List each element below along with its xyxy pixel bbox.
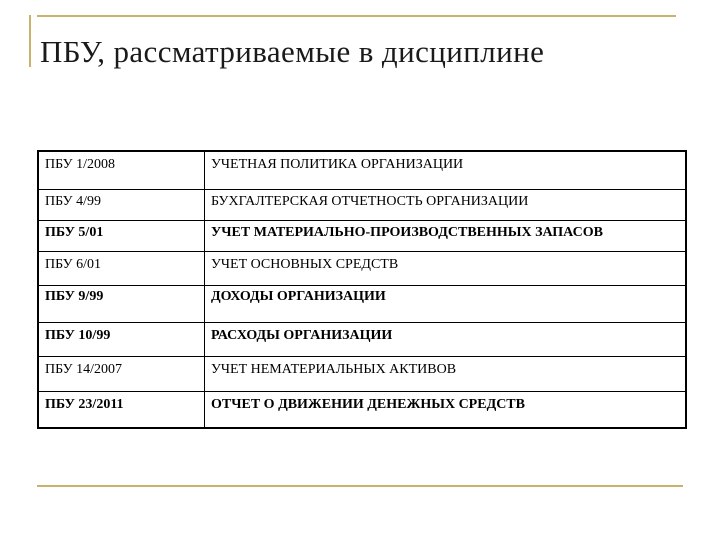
pbu-code: ПБУ 9/99 [38,286,205,323]
table-row [38,190,686,221]
pbu-code: ПБУ 10/99 [38,323,205,357]
pbu-name: УЧЕТ МАТЕРИАЛЬНО-ПРОИЗВОДСТВЕННЫХ ЗАПАСОВ [205,221,687,252]
table-row [38,252,686,286]
pbu-name: БУХГАЛТЕРСКАЯ ОТЧЕТНОСТЬ ОРГАНИЗАЦИИ [205,190,687,221]
pbu-name: УЧЕТНАЯ ПОЛИТИКА ОРГАНИЗАЦИИ [205,151,687,190]
slide-title: ПБУ, рассматриваемые в дисциплине [40,34,545,69]
table-row [38,221,686,252]
pbu-name: РАСХОДЫ ОРГАНИЗАЦИИ [205,323,687,357]
pbu-name: ОТЧЕТ О ДВИЖЕНИИ ДЕНЕЖНЫХ СРЕДСТВ [205,392,687,429]
pbu-code: ПБУ 23/2011 [38,392,205,429]
table-row [38,392,686,429]
pbu-name: ДОХОДЫ ОРГАНИЗАЦИИ [205,286,687,323]
pbu-code: ПБУ 14/2007 [38,357,205,392]
pbu-code: ПБУ 6/01 [38,252,205,286]
pbu-name: УЧЕТ ОСНОВНЫХ СРЕДСТВ [205,252,687,286]
table-row [38,323,686,357]
table-row [38,151,686,190]
pbu-name: УЧЕТ НЕМАТЕРИАЛЬНЫХ АКТИВОВ [205,357,687,392]
top-divider [37,15,676,17]
bottom-divider [37,485,683,487]
left-accent-line [29,15,31,67]
table-row [38,357,686,392]
pbu-code: ПБУ 1/2008 [38,151,205,190]
pbu-code: ПБУ 4/99 [38,190,205,221]
pbu-table [37,150,687,429]
pbu-code: ПБУ 5/01 [38,221,205,252]
table-row [38,286,686,323]
